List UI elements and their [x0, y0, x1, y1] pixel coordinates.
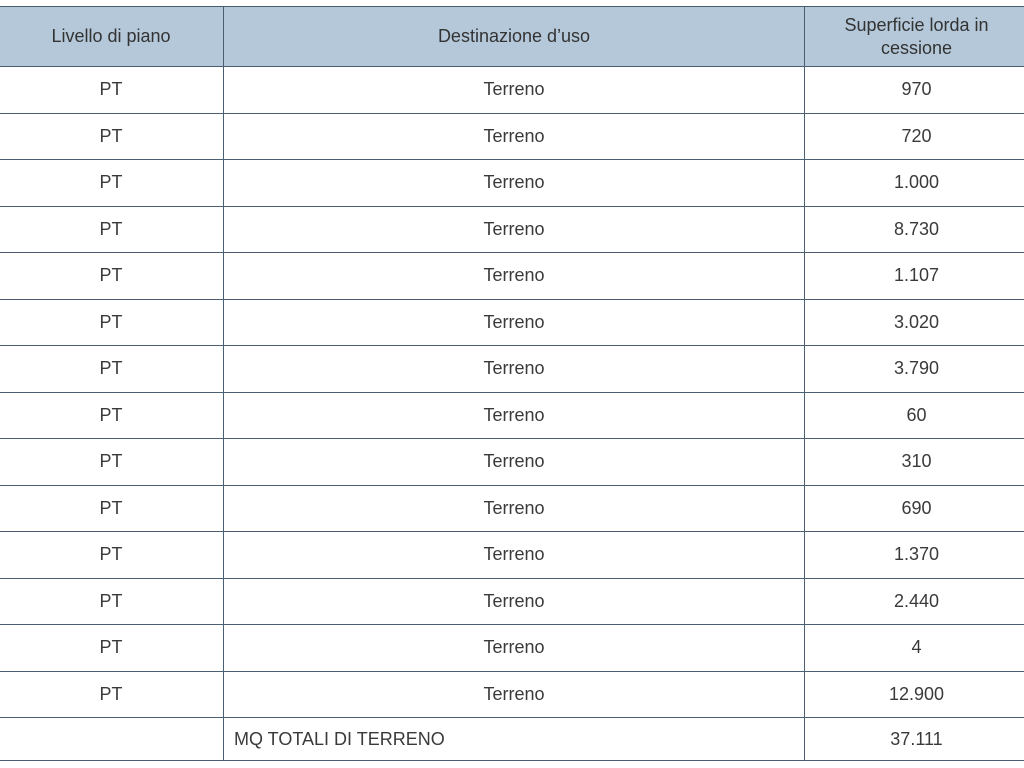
level-cell: PT: [0, 67, 224, 114]
level-cell: PT: [0, 253, 224, 300]
use-cell: Terreno: [224, 113, 805, 160]
total-label: MQ TOTALI DI TERRENO: [224, 718, 805, 761]
use-cell: Terreno: [224, 625, 805, 672]
use-cell: Terreno: [224, 392, 805, 439]
area-cell: 720: [805, 113, 1024, 160]
header-destinazione-uso: Destinazione d’uso: [224, 7, 805, 67]
area-cell: 3.020: [805, 299, 1024, 346]
area-cell: 12.900: [805, 671, 1024, 718]
area-cell: 60: [805, 392, 1024, 439]
table-row: [0, 625, 1024, 672]
table-body: [0, 67, 1024, 761]
area-cell: 4: [805, 625, 1024, 672]
total-value: 37.111: [805, 718, 1024, 761]
table-header: [0, 7, 1024, 67]
area-cell: 310: [805, 439, 1024, 486]
use-cell: Terreno: [224, 485, 805, 532]
area-cell: 1.000: [805, 160, 1024, 207]
level-cell: PT: [0, 346, 224, 393]
use-cell: Terreno: [224, 253, 805, 300]
header-superficie-lorda: [805, 7, 1024, 67]
use-cell: Terreno: [224, 67, 805, 114]
table-row: [0, 206, 1024, 253]
table-row: [0, 671, 1024, 718]
level-cell: PT: [0, 160, 224, 207]
level-cell: PT: [0, 625, 224, 672]
table-row: [0, 67, 1024, 114]
use-cell: Terreno: [224, 346, 805, 393]
level-cell: PT: [0, 439, 224, 486]
level-cell: PT: [0, 113, 224, 160]
table-row: [0, 532, 1024, 579]
table-row: [0, 160, 1024, 207]
level-cell: PT: [0, 578, 224, 625]
area-table: [0, 6, 1024, 761]
use-cell: Terreno: [224, 532, 805, 579]
header-livello-di-piano: Livello di piano: [0, 7, 224, 67]
use-cell: Terreno: [224, 439, 805, 486]
use-cell: Terreno: [224, 206, 805, 253]
table-row: [0, 113, 1024, 160]
table-row: [0, 299, 1024, 346]
total-level-cell: [0, 718, 224, 761]
level-cell: PT: [0, 392, 224, 439]
use-cell: Terreno: [224, 671, 805, 718]
use-cell: Terreno: [224, 578, 805, 625]
area-cell: 3.790: [805, 346, 1024, 393]
use-cell: Terreno: [224, 299, 805, 346]
area-cell: 1.107: [805, 253, 1024, 300]
level-cell: PT: [0, 206, 224, 253]
header-superficie-lorda-text: Superficie lorda in cessione: [844, 14, 989, 58]
area-cell: 690: [805, 485, 1024, 532]
use-cell: Terreno: [224, 160, 805, 207]
total-row: [0, 718, 1024, 761]
table-row: [0, 392, 1024, 439]
level-cell: PT: [0, 532, 224, 579]
table-row: [0, 485, 1024, 532]
level-cell: PT: [0, 485, 224, 532]
table-row: [0, 253, 1024, 300]
table-row: [0, 439, 1024, 486]
table-row: [0, 346, 1024, 393]
header-row: [0, 7, 1024, 67]
area-cell: 970: [805, 67, 1024, 114]
level-cell: PT: [0, 671, 224, 718]
area-cell: 1.370: [805, 532, 1024, 579]
level-cell: PT: [0, 299, 224, 346]
area-cell: 8.730: [805, 206, 1024, 253]
area-cell: 2.440: [805, 578, 1024, 625]
table-row: [0, 578, 1024, 625]
